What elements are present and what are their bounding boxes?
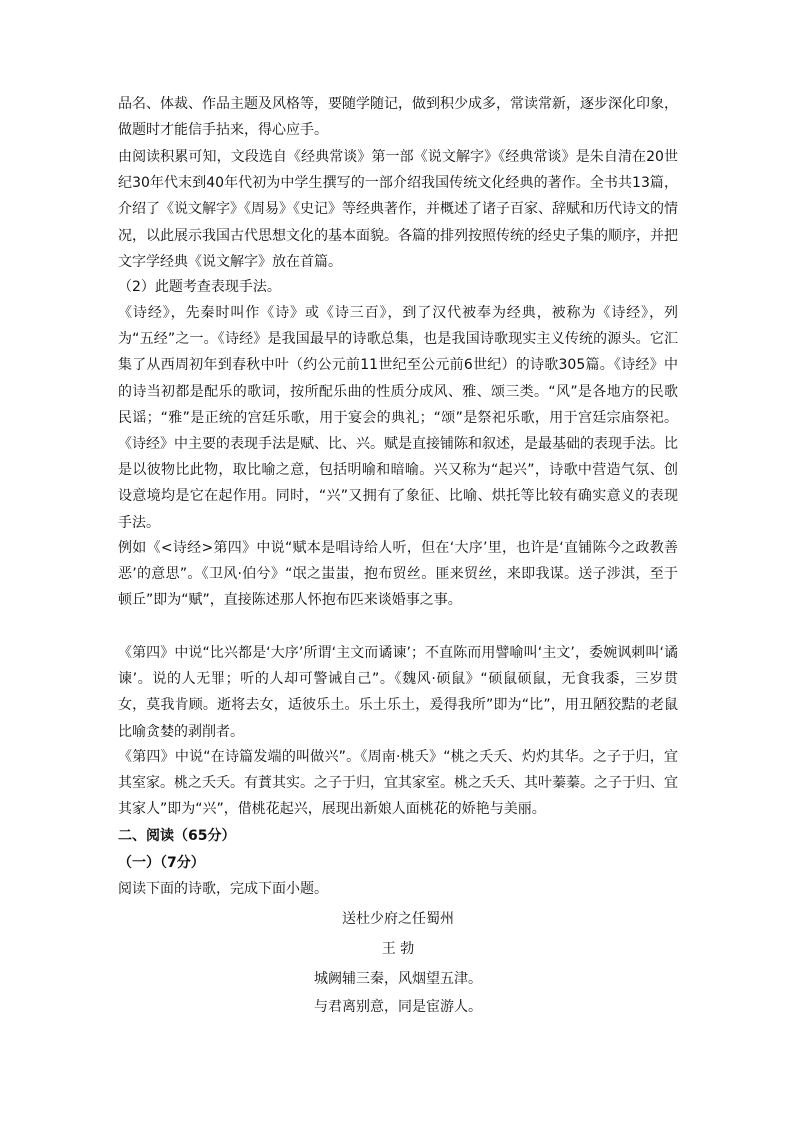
- instruction-text: 阅读下面的诗歌，完成下面小题。: [118, 881, 328, 897]
- question-2-label: （2）此题考查表现手法。: [118, 279, 281, 295]
- paragraph-study-advice: 品名、体裁、作品主题及风格等，要随学随记，做到积少成多，常读常新，逐步深化印象，做题时才能信手拈来，得心应手。: [118, 96, 678, 139]
- poem-line: 城阙辅三秦，风烟望五津。: [314, 971, 482, 987]
- paragraph-classics-intro: 由阅读积累可知，文段选自《经典常谈》第一部《说文解字》《经典常谈》是朱自清在20世纪30年代末到40年代初为中学生撰写的一部介绍我国传统文化经典的著作。全书共13篇，介绍了《说文解字》《周易》《史记》等经典著作，并概述了诸子百家、辞赋和历代诗文的情况，以此展示我国古代思想文化的基本面貌。各篇的排列按照传统的经史子集的顺序，并把文字学经典《说文解字》放在首篇。: [118, 149, 678, 270]
- poem-title: 送杜少府之任蜀州: [342, 911, 454, 927]
- sub-heading: （一）（7分）: [118, 855, 205, 871]
- paragraph-bi-example: 《第四》中说“比兴都是‘大序’所谓‘主文而谲谏’；不直陈而用譬喻叫‘主文’，委婉讽刺叫‘谲谏’。说的人无罪；听的人却可警诫自己”。《魏风·硕鼠》“硕鼠硕鼠，无食我黍，三岁贯女，莫我肯顾。逝将去女，适彼乐土。乐土乐土，爰得我所”即为“比”，用丑陋狡黠的老鼠比喻贪婪的剥削者。: [118, 645, 678, 740]
- paragraph-xing-example: 《第四》中说“在诗篇发端的叫做兴”。《周南·桃夭》“桃之夭夭、灼灼其华。之子于归，宜其室家。桃之夭夭。有蕡其实。之子于归，宜其家室。桃之夭夭、其叶蓁蓁。之子于归、宜其家人”即为“兴”，借桃花起兴，展现出新娘人面桃花的娇艳与美丽。: [118, 749, 678, 818]
- paragraph-fu-example: 例如《<诗经>第四》中说“赋本是唱诗给人听，但在‘大序’里，也许是‘直铺陈今之政教善恶’的意思”。《卫风·伯兮》“氓之蚩蚩，抱布贸丝。匪来贸丝，来即我谋。送子涉淇，至于顿丘”即为“赋”，直接陈述那人怀抱布匹来谈婚事之事。: [118, 540, 678, 609]
- poem-author: 王 勃: [381, 941, 415, 957]
- paragraph-shijing: 《诗经》，先秦时叫作《诗》或《诗三百》，到了汉代被奉为经典，被称为《诗经》，列为“五经”之一。《诗经》是我国最早的诗歌总集，也是我国诗歌现实主义传统的源头。它汇集了从西周初年到春秋中叶（约公元前11世纪至公元前6世纪）的诗歌305篇。《诗经》中的诗当初都是配乐的歌词，按所配乐曲的性质分成风、雅、颂三类。“风”是各地方的民歌民谣；“雅”是正统的宫廷乐歌，用于宴会的典礼；“颂”是祭祀乐歌，用于宫廷宗庙祭祀。《诗经》中主要的表现手法是赋、比、兴。赋是直接铺陈和叙述，是最基础的表现手法。比是以彼物比此物，取比喻之意，包括明喻和暗喻。兴又称为“起兴”，诗歌中营造气氛、创设意境均是它在起作用。同时，“兴”又拥有了象征、比喻、烘托等比较有确实意义的表现手法。: [118, 305, 678, 531]
- poem-line: 与君离别意，同是宦游人。: [314, 999, 482, 1015]
- section-heading: 二、阅读（65分）: [118, 828, 236, 844]
